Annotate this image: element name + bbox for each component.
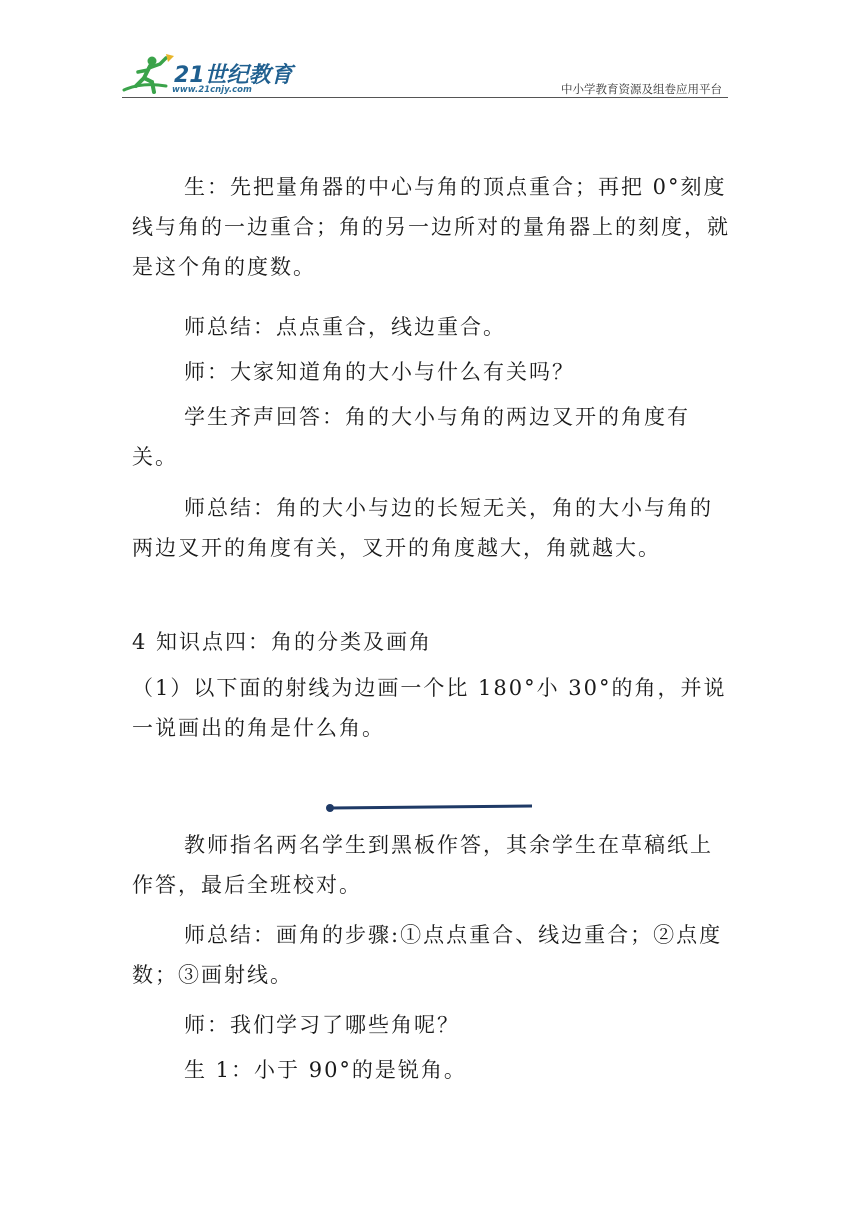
header-divider — [122, 97, 728, 98]
student-1-answer: 生 1：小于 90°的是锐角。 — [184, 1058, 467, 1082]
students-chorus-answer: 学生齐声回答：角的大小与角的两边叉开的角度有关。 — [132, 405, 690, 469]
header-tagline: 中小学教育资源及组卷应用平台 — [561, 82, 722, 96]
student-answer-paragraph: 生：先把量角器的中心与角的顶点重合；再把 0°刻度线与角的一边重合；角的另一边所对的量角器上的刻度，就是这个角的度数。 — [132, 175, 730, 279]
logo-url: www.21cnjy.com — [172, 85, 252, 95]
teacher-summary-3: 师总结：画角的步骤:①点点重合、线边重合；②点度数；③画射线。 — [132, 923, 723, 987]
runner-logo-icon — [122, 52, 178, 98]
teacher-question-1: 师：大家知道角的大小与什么有关吗？ — [184, 360, 575, 384]
ray-diagram — [324, 800, 536, 816]
section-heading-4: 4 知识点四：角的分类及画角 — [132, 630, 433, 654]
exercise-1: （1）以下面的射线为边画一个比 180°小 30°的角，并说一说画出的角是什么角。 — [132, 676, 727, 740]
ray-line — [330, 806, 532, 808]
teacher-summary-1: 师总结：点点重合，线边重合。 — [184, 315, 506, 339]
page-header — [122, 52, 728, 100]
logo-title: 21世纪教育 — [174, 63, 293, 88]
teacher-summary-2: 师总结：角的大小与边的长短无关，角的大小与角的两边叉开的角度有关，叉开的角度越大，角就越大。 — [132, 496, 713, 560]
site-logo — [122, 52, 292, 98]
teacher-question-2: 师：我们学习了哪些角呢？ — [184, 1013, 460, 1037]
teacher-instruction: 教师指名两名学生到黑板作答，其余学生在草稿纸上作答，最后全班校对。 — [132, 833, 713, 897]
